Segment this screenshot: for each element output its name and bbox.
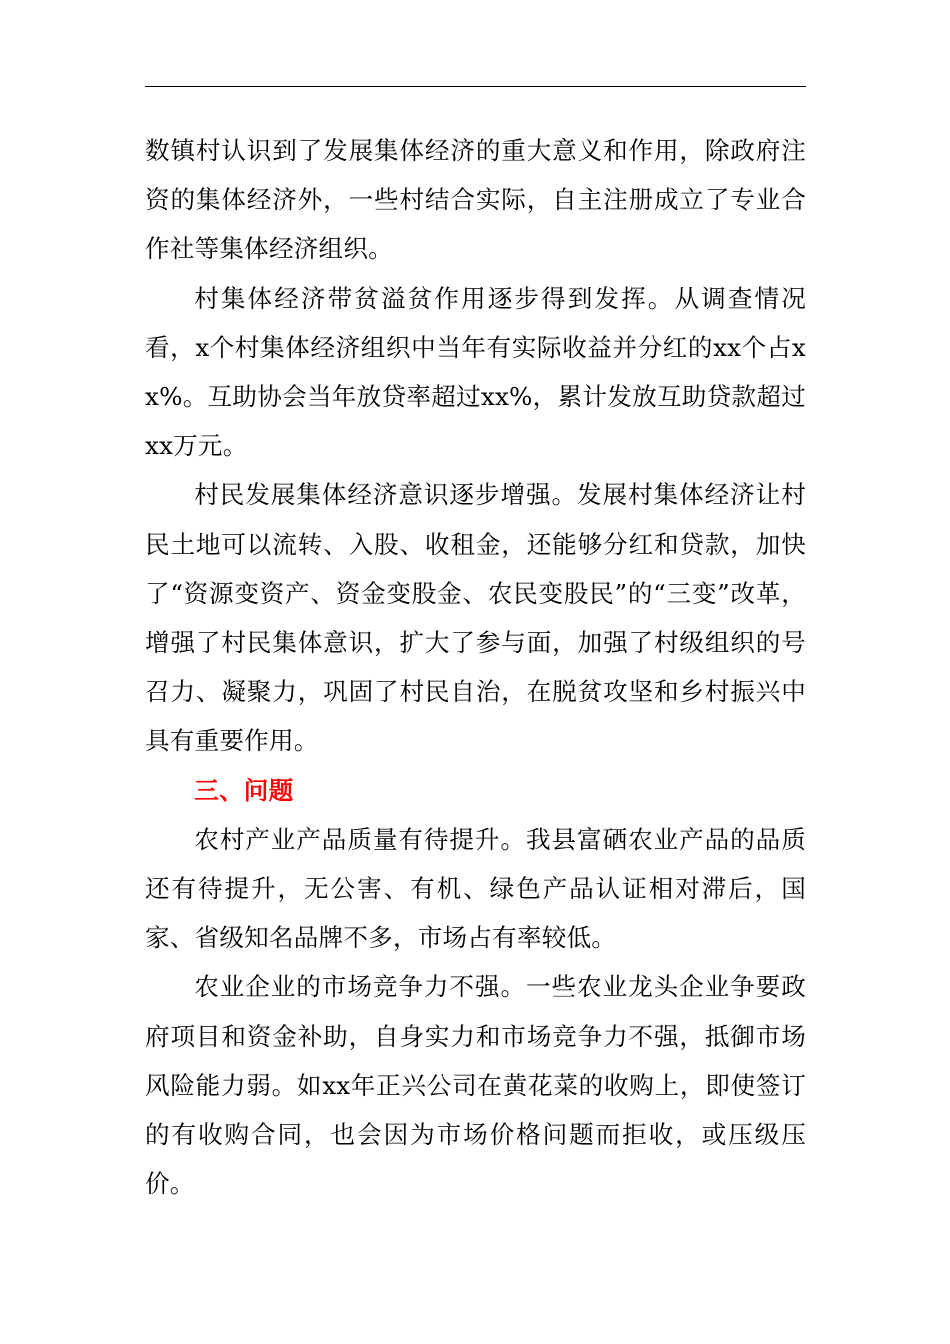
section-heading-problems: 三、问题 <box>194 775 294 805</box>
paragraph-collective-economy-effect: 村集体经济带贫溢贫作用逐步得到发挥。从调查情况看，x个村集体经济组织中当年有实际收益并分红的xx个占xx%。互助协会当年放贷率超过xx%，累计发放互助贷款超过xx万元。 <box>145 283 806 461</box>
document-body <box>145 126 806 1208</box>
header-rule <box>145 86 806 87</box>
paragraph-product-quality: 农村产业产品质量有待提升。我县富硒农业产品的品质还有待提升，无公害、有机、绿色产品认证相对滞后，国家、省级知名品牌不多，市场占有率较低。 <box>145 824 806 953</box>
paragraph-villager-awareness: 村民发展集体经济意识逐步增强。发展村集体经济让村民土地可以流转、入股、收租金，还能够分红和贷款，加快了“资源变资产、资金变股金、农民变股民”的“三变”改革，增强了村民集体意识，扩大了参与面，加强了村级组织的号召力、凝聚力，巩固了村民自治，在脱贫攻坚和乡村振兴中具有重要作用。 <box>145 480 806 756</box>
paragraph-continued: 数镇村认识到了发展集体经济的重大意义和作用，除政府注资的集体经济外，一些村结合实际，自主注册成立了专业合作社等集体经济组织。 <box>145 136 806 264</box>
paragraph-enterprise-competitiveness: 农业企业的市场竞争力不强。一些农业龙头企业争要政府项目和资金补助，自身实力和市场竞争力不强，抵御市场风险能力弱。如xx年正兴公司在黄花菜的收购上，即使签订的有收购合同，也会因为市场价格问题而拒收，或压级压价。 <box>145 972 806 1199</box>
